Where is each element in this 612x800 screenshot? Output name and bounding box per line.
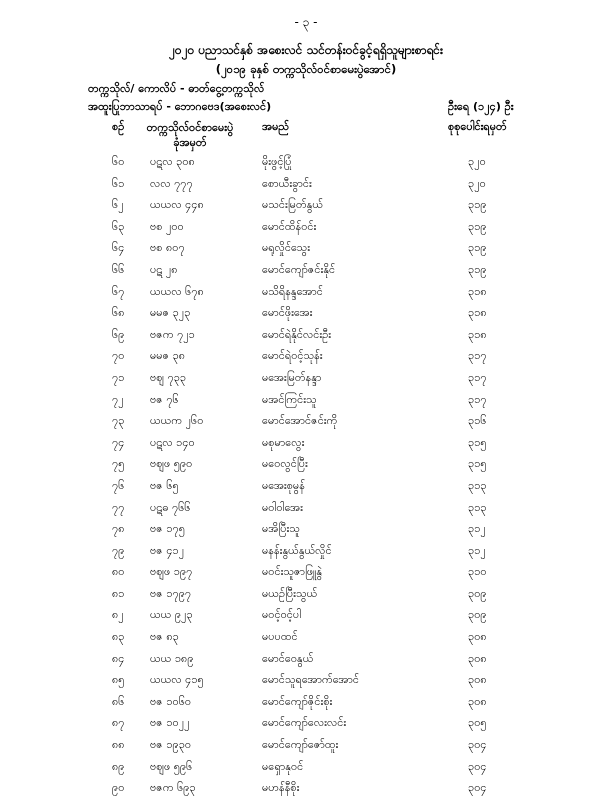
row-total-marks: ၃၁၇ <box>468 349 487 363</box>
row-serial-number: ၈၆ <box>112 694 125 708</box>
row-student-name: မဝင့်ဝင့်ပါ <box>262 608 302 622</box>
row-roll-number: ဗဇ ၁၀၂၂ <box>150 716 190 730</box>
row-total-marks: ၃၁၅ <box>468 457 487 471</box>
table-row <box>0 238 612 260</box>
row-student-name: မောင်ကျော်လေးလင်း <box>262 716 347 730</box>
row-roll-number: ပဋ ၂၈ <box>150 262 178 276</box>
row-total-marks: ၃၁၅ <box>468 435 487 449</box>
row-serial-number: ၉၀ <box>112 781 125 795</box>
row-roll-number: ဗဈဖ ၁၉၇ <box>150 565 193 579</box>
row-student-name: မဟန်နီစိုး <box>262 781 300 795</box>
row-roll-number: ဗဇ ၇၆ <box>150 392 179 406</box>
table-row <box>0 260 612 282</box>
row-student-name: မောင်ဝေနွယ် <box>262 651 314 665</box>
table-row <box>0 692 612 714</box>
header-roll-number: တက္ကသိုလ်ဝင်စာမေးပွဲ ခုံအမှတ် <box>146 121 234 149</box>
row-roll-number: ယယလ ၄၁၅ <box>150 673 204 687</box>
row-total-marks: ၃၀၈ <box>468 630 487 644</box>
row-serial-number: ၆၃ <box>112 219 125 233</box>
row-serial-number: ၆၉ <box>112 327 125 341</box>
table-row <box>0 282 612 304</box>
row-serial-number: ၆၇ <box>112 284 125 298</box>
row-student-name: မောင်သူရအောက်အောင် <box>262 673 360 687</box>
row-serial-number: ၇၂ <box>112 392 124 406</box>
row-total-marks: ၃၁၈ <box>468 284 487 298</box>
row-serial-number: ၇၉ <box>112 543 125 557</box>
row-roll-number: ယယလ ၄၄၈ <box>150 198 204 212</box>
table-row <box>0 649 612 671</box>
table-row <box>0 498 612 520</box>
row-student-name: မသိရိနန္ဒအောင် <box>262 284 323 298</box>
row-student-name: မအိပြီးသူ <box>262 522 300 536</box>
university-line: တက္ကသိုလ်/ ကောလိပ် - ဓာတ်ငွေ့တက္ကသိုလ် <box>88 82 265 95</box>
table-row <box>0 562 612 584</box>
row-student-name: မရုလှိုင်သွေး <box>262 241 310 255</box>
row-student-name: မောင်အောင်ဇင်းကို <box>262 414 338 428</box>
row-student-name: မစုမာလွေး <box>262 435 305 449</box>
row-roll-number: မမဇ ၃၈ <box>150 349 186 363</box>
row-roll-number: ဗဇ ၁၉၃၀ <box>150 738 192 752</box>
row-student-name: မအေးမြတ်နန္ဒာ <box>262 370 322 384</box>
table-row <box>0 346 612 368</box>
row-serial-number: ၆၈ <box>112 306 125 320</box>
row-student-name: မသင်းမြတ်နွယ် <box>262 198 324 212</box>
row-serial-number: ၇၈ <box>112 522 125 536</box>
table-row <box>0 174 612 196</box>
row-student-name: မောင်ကျော်ဇိုင်းစိုး <box>262 694 333 708</box>
row-roll-number: ဗဇက ၆၉၃ <box>150 781 196 795</box>
table-row <box>0 390 612 412</box>
row-serial-number: ၇၄ <box>112 435 125 449</box>
row-total-marks: ၃၁၈ <box>468 306 487 320</box>
row-total-marks: ၃၁၈ <box>468 327 487 341</box>
row-roll-number: ဗဇ ၁၀၆၀ <box>150 694 192 708</box>
row-total-marks: ၃၁၇ <box>468 370 487 384</box>
row-total-marks: ၃၁၆ <box>468 414 487 428</box>
row-total-marks: ၃၁၉ <box>468 241 487 255</box>
row-roll-number: ယယ ၁၈၉ <box>150 651 194 665</box>
row-total-marks: ၃၁၂ <box>468 522 486 536</box>
page-number: - ၃ - <box>294 15 318 29</box>
row-roll-number: ဗဇ ၄၁၂ <box>150 543 185 557</box>
major-subject-line: အထူးပြုဘာသာရပ် - ဘောဂဗေဒ(အစေးလင်) <box>88 100 272 113</box>
row-serial-number: ၆၄ <box>112 241 125 255</box>
row-roll-number: ယယလ ၆၇၈ <box>150 284 204 298</box>
row-serial-number: ၈၉ <box>112 759 125 773</box>
table-row <box>0 713 612 735</box>
row-roll-number: ဗဇ ၆၅ <box>150 478 179 492</box>
table-row <box>0 303 612 325</box>
row-student-name: မအင်ကြင်းသူ <box>262 392 317 406</box>
table-row <box>0 519 612 541</box>
row-student-name: မိုးဖွင့်ပြုံ <box>262 155 292 168</box>
row-total-marks: ၃၁၃ <box>468 500 487 514</box>
table-row <box>0 476 612 498</box>
table-row <box>0 433 612 455</box>
table-row <box>0 325 612 347</box>
row-total-marks: ၃၀၈ <box>468 694 487 708</box>
row-total-marks: ၃၀၄ <box>468 759 487 773</box>
row-total-marks: ၃၁၉ <box>468 198 487 212</box>
row-roll-number: ဗစ ၈၀၇ <box>150 241 185 255</box>
row-student-name: မအေးစုမွန် <box>262 478 305 492</box>
table-row <box>0 627 612 649</box>
row-serial-number: ၆၀ <box>112 155 125 168</box>
row-total-marks: ၃၀၉ <box>468 586 487 600</box>
row-serial-number: ၈၂ <box>112 608 124 622</box>
row-roll-number: ယယ ၉၂၃ <box>150 608 193 622</box>
row-serial-number: ၇၁ <box>112 370 125 384</box>
row-roll-number: ဗဇက ၇၂၁ <box>150 327 195 341</box>
row-roll-number: ဗဈဖ ၅၉၆ <box>150 759 193 773</box>
row-serial-number: ၇၅ <box>112 457 125 471</box>
row-student-name: မောင်ကျော်ဇော်ထူး <box>262 738 339 752</box>
row-total-marks: ၃၁၉ <box>468 219 487 233</box>
header-total-marks: စုစုပေါင်းရမှတ် <box>448 120 507 133</box>
table-row <box>0 195 612 217</box>
row-total-marks: ၃၂၀ <box>468 176 486 190</box>
row-total-marks: ၃၁၉ <box>468 262 487 276</box>
row-student-name: မောင်ရဲနိုင်လင်းဦး <box>262 327 332 341</box>
header-serial-number: စဉ် <box>112 120 125 133</box>
row-roll-number: ပဋလ ၃၀၈ <box>150 155 195 168</box>
table-row <box>0 735 612 757</box>
row-serial-number: ၇၆ <box>112 478 125 492</box>
row-student-name: မနန်းနွယ်နွယ်လှိုင် <box>262 543 332 557</box>
row-serial-number: ၈၈ <box>112 738 125 752</box>
table-row <box>0 778 612 800</box>
row-student-name: မဝေလွင်ပြီး <box>262 457 308 471</box>
table-row <box>0 152 612 174</box>
table-row <box>0 757 612 779</box>
row-total-marks: ၃၀၄ <box>468 738 487 752</box>
row-total-marks: ၃၂၀ <box>468 155 486 168</box>
row-serial-number: ၇၇ <box>112 500 125 514</box>
table-row <box>0 584 612 606</box>
row-roll-number: ဗဈဖ ၅၉၀ <box>150 457 193 471</box>
row-serial-number: ၇၀ <box>112 349 125 363</box>
document-subtitle: (၂၀၁၉ ခုနှစ် တက္ကသိုလ်ဝင်စာမေးပွဲအောင်) <box>215 62 397 76</box>
table-row <box>0 541 612 563</box>
row-total-marks: ၃၁၇ <box>468 392 487 406</box>
student-count: ဦးရေ (၁၂၄) ဦး <box>448 100 514 113</box>
row-serial-number: ၈၃ <box>112 630 125 644</box>
row-student-name: မောင်ထိန်ဝင်း <box>262 219 317 233</box>
row-total-marks: ၃၁၃ <box>468 478 487 492</box>
row-serial-number: ၆၂ <box>112 198 124 212</box>
row-student-name: မောင်ဖိုးအေး <box>262 306 313 320</box>
row-roll-number: ဗဇ ၈၃ <box>150 630 179 644</box>
row-roll-number: ယယက ၂၆၀ <box>150 414 204 428</box>
row-student-name: မရှောနုဝင် <box>262 759 304 773</box>
row-total-marks: ၃၀၈ <box>468 651 487 665</box>
table-row <box>0 217 612 239</box>
row-serial-number: ၈၄ <box>112 651 125 665</box>
row-total-marks: ၃၀၅ <box>468 716 487 730</box>
row-total-marks: ၃၀၄ <box>468 781 487 795</box>
row-roll-number: ဗဇ ၁၇၉၇ <box>150 586 192 600</box>
row-roll-number: ဗဇ ၁၇၅ <box>150 522 185 536</box>
row-serial-number: ၈၁ <box>112 586 125 600</box>
header-name: အမည် <box>262 120 290 133</box>
table-row <box>0 454 612 476</box>
student-list <box>0 152 612 800</box>
row-total-marks: ၃၁၂ <box>468 543 486 557</box>
table-row <box>0 605 612 627</box>
row-roll-number: ဗဈ ၇၃၃ <box>150 370 187 384</box>
row-serial-number: ၇၃ <box>112 414 125 428</box>
row-serial-number: ၆၆ <box>112 262 125 276</box>
row-student-name: မယဉ်ပြီးသွယ် <box>262 586 318 600</box>
row-total-marks: ၃၀၈ <box>468 673 487 687</box>
row-serial-number: ၈၇ <box>112 716 125 730</box>
row-roll-number: ပဋလ ၁၄၀ <box>150 435 195 449</box>
row-student-name: မဝါဝါအေး <box>262 500 303 514</box>
row-student-name: မပပထင် <box>262 630 298 644</box>
row-total-marks: ၃၀၉ <box>468 608 487 622</box>
row-serial-number: ၆၁ <box>112 176 125 190</box>
table-row <box>0 411 612 433</box>
row-student-name: မဝင်းသူဇာဖြူနွဲ <box>262 565 323 579</box>
row-serial-number: ၈၀ <box>112 565 125 579</box>
row-total-marks: ၃၁၀ <box>468 565 487 579</box>
row-student-name: မောင်ရဲဝင့်သုန်း <box>262 349 323 363</box>
row-roll-number: လလ ၇၇၇ <box>150 176 193 190</box>
row-serial-number: ၈၅ <box>112 673 125 687</box>
row-student-name: မောင်ကျော်ဇင်းနိုင် <box>262 262 336 276</box>
row-roll-number: ဗစ ၂၀၀ <box>150 219 184 233</box>
document-title: ၂၀၂၀ ပညာသင်နှစ် အစေးလင် သင်တန်းဝင်ခွင့်ရရှိသူများစာရင်း <box>168 43 444 57</box>
table-row <box>0 670 612 692</box>
table-row <box>0 368 612 390</box>
row-student-name: စောယီးခွာင်း <box>262 176 312 190</box>
row-roll-number: မမဇ ၃၂၃ <box>150 306 191 320</box>
row-roll-number: ပဋဓ ၇၆၆ <box>150 500 191 514</box>
